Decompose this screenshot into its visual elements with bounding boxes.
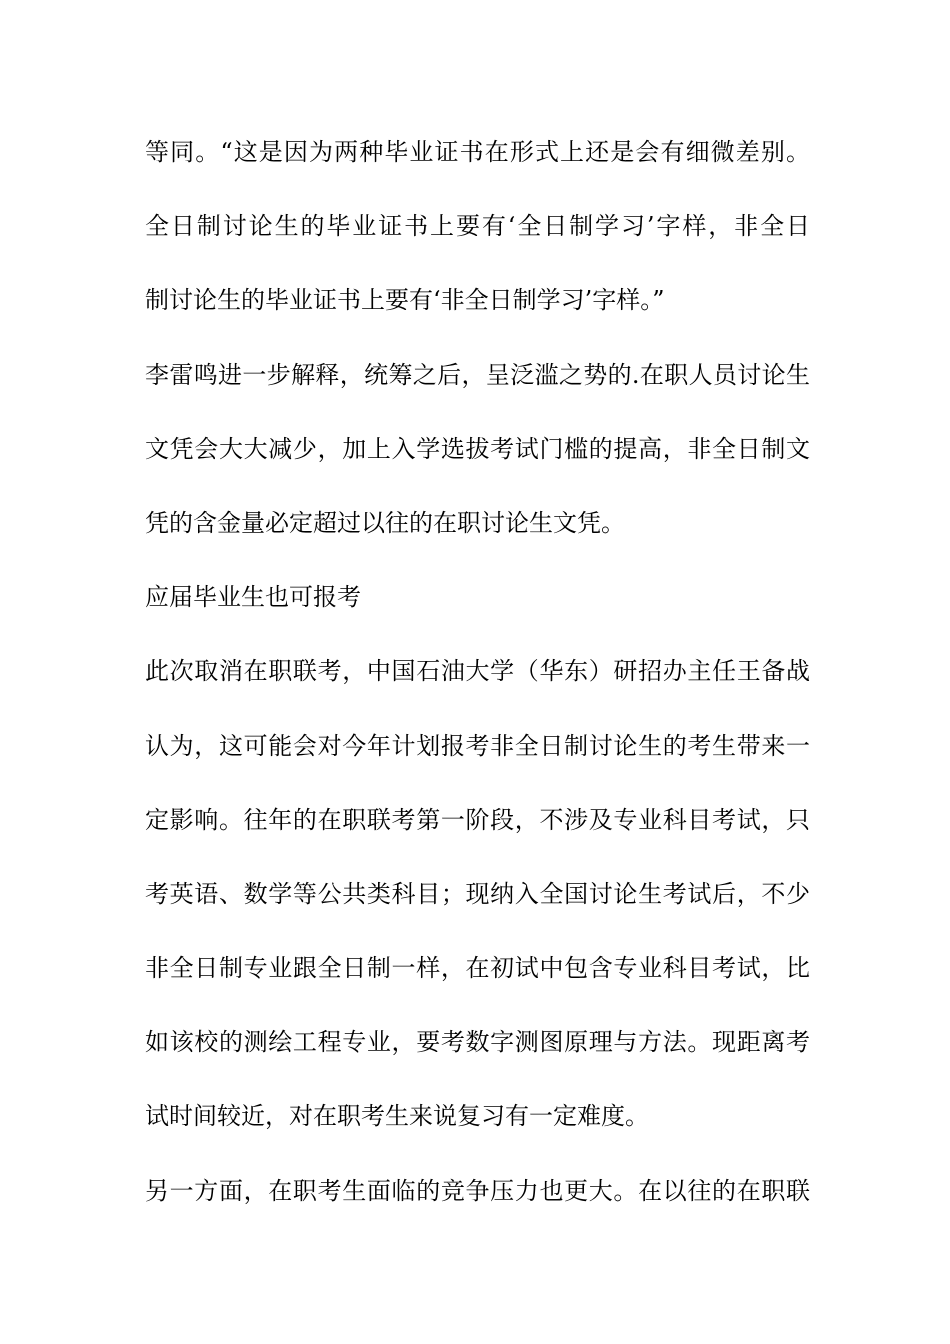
text-line: 全日制讨论生的毕业证书上要有‘全日制学习’字样，非全日 (145, 212, 810, 241)
text-line: 文凭会大大减少，加上入学选拔考试门槛的提高，非全日制文 (145, 434, 810, 463)
text-line: 如该校的测绘工程专业，要考数字测图原理与方法。现距离考 (145, 1028, 810, 1057)
text-line: 等同。“这是因为两种毕业证书在形式上还是会有细微差别。 (145, 138, 810, 166)
section-heading: 应届毕业生也可报考 (145, 583, 361, 612)
text-line: 非全日制专业跟全日制一样，在初试中包含专业科目考试，比 (145, 954, 810, 983)
text-line: 认为，这可能会对今年计划报考非全日制讨论生的考生带来一 (145, 731, 810, 760)
text-line: 此次取消在职联考，中国石油大学（华东）研招办主任王备战 (145, 657, 810, 686)
text-line: 试时间较近，对在职考生来说复习有一定难度。 (145, 1102, 649, 1131)
text-line: 考英语、数学等公共类科目；现纳入全国讨论生考试后，不少 (145, 879, 810, 908)
document-body (145, 128, 810, 1241)
text-line: 凭的含金量必定超过以往的在职讨论生文凭。 (145, 508, 625, 537)
text-line: 另一方面，在职考生面临的竞争压力也更大。在以往的在职联 (145, 1176, 810, 1205)
text-line: 定影响。往年的在职联考第一阶段，不涉及专业科目考试，只 (145, 805, 810, 834)
text-line: 制讨论生的毕业证书上要有‘非全日制学习’字样。” (145, 286, 665, 315)
text-line: 李雷鸣进一步解释，统筹之后，呈泛滥之势的.在职人员讨论生 (145, 360, 810, 389)
